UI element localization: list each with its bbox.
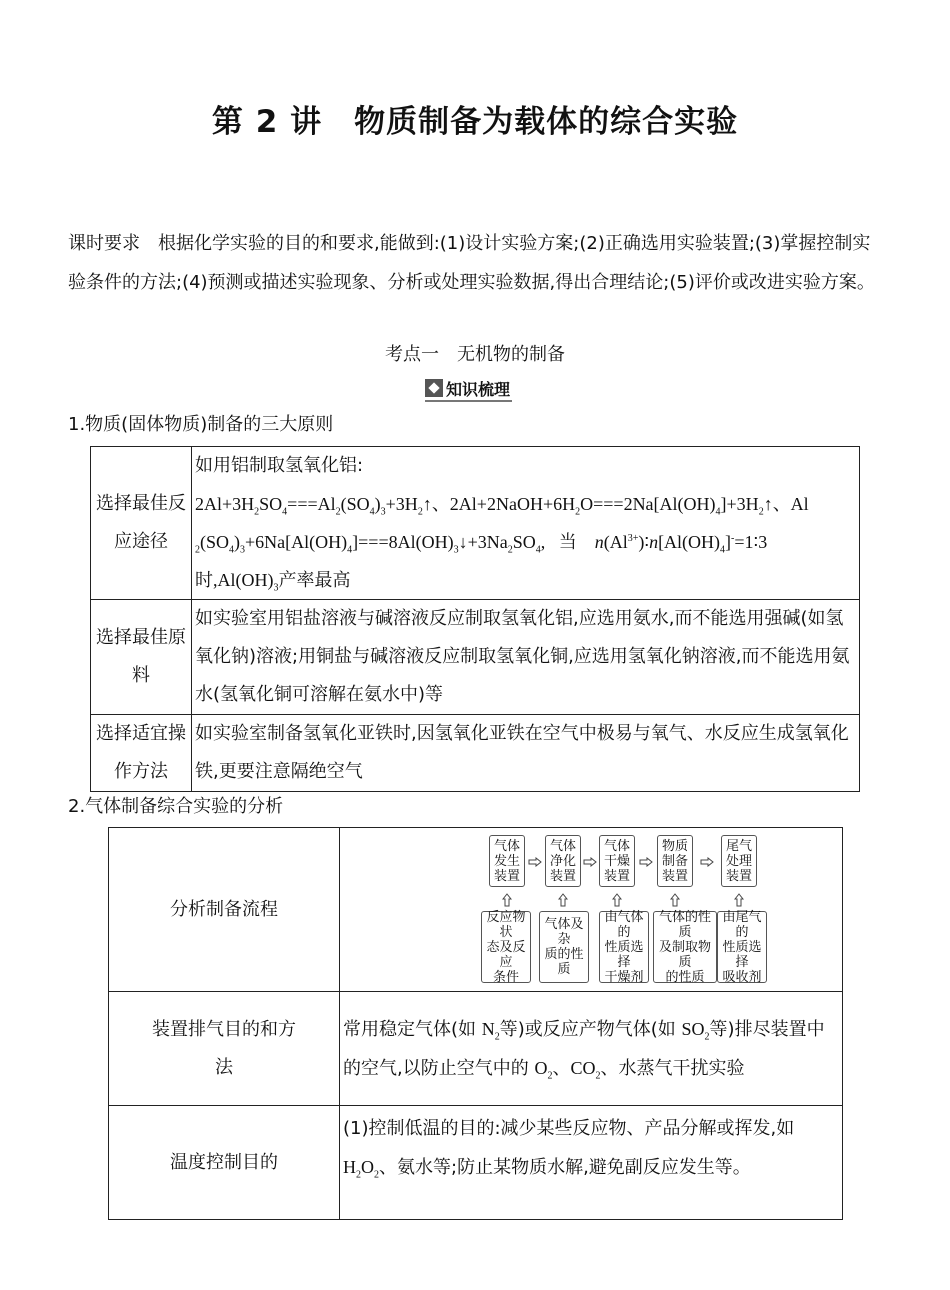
arrow-right-icon bbox=[700, 857, 714, 867]
principles-table bbox=[90, 446, 860, 792]
row-head: 温度控制目的 bbox=[109, 1106, 340, 1220]
gas-prep-table bbox=[108, 827, 843, 1220]
row-line: 如用铝制取氢氧化铝: bbox=[195, 455, 364, 476]
row-line: 时$,Al(OH)_3$产率最高 bbox=[195, 570, 351, 594]
flow-step-box: 气体 干燥 装置 bbox=[599, 835, 635, 887]
heading-gas-prep: 2.气体制备综合实验的分析 bbox=[68, 796, 284, 817]
requirement-text: 根据化学实验的目的和要求,能做到:(1)设计实验方案;(2)正确选用实验装置;(3)掌握控制实验条件的方法;(4)预测或描述实验现象、分析或处理实验数据,得出合理结论;(5)评价或改进实验方案。 bbox=[68, 233, 875, 293]
equation-line: $2Al+3H_2SO_4===Al_2(SO_4)_3+3H_2↑$、$2Al+2NaOH+6H_2O===2Na[Al(OH)_4]+3H_2↑$、Al $_2(SO_4)_3+6Na[Al(OH)_4]===8Al(OH)_3↓+3Na_2SO_4$, 当 $n(Al^{3+})∶n[Al(OH)_4]^-=1∶3$ bbox=[195, 494, 809, 556]
table-row bbox=[91, 600, 860, 715]
row-head: 装置排气目的和方法 bbox=[109, 992, 340, 1106]
table-row bbox=[109, 1106, 843, 1220]
row-body bbox=[340, 828, 843, 992]
flow-note-box: 由气体的 性质选择 干燥剂 bbox=[599, 911, 649, 983]
flow-step-box: 气体 发生 装置 bbox=[489, 835, 525, 887]
row-body: (1)控制低温的目的:减少某些反应物、产品分解或挥发,如 $H_2O_2$、氨水等;防止某物质水解,避免副反应发生等。 bbox=[340, 1106, 843, 1220]
table-row bbox=[109, 828, 843, 992]
heading-principles: 1.物质(固体物质)制备的三大原则 bbox=[68, 414, 334, 435]
diamond-icon bbox=[425, 379, 443, 397]
arrow-up-icon bbox=[612, 893, 622, 907]
flow-note-box: 气体的性质 及制取物质 的性质 bbox=[653, 911, 717, 983]
flow-step-box: 气体 净化 装置 bbox=[545, 835, 581, 887]
page-title: 第 2 讲 物质制备为载体的综合实验 bbox=[211, 104, 739, 140]
flow-step-box: 物质 制备 装置 bbox=[657, 835, 693, 887]
flow-note-box: 反应物状 态及反应 条件 bbox=[481, 911, 531, 983]
flow-note-box: 气体及杂 质的性质 bbox=[539, 911, 589, 983]
table-row bbox=[91, 447, 860, 600]
arrow-up-icon bbox=[734, 893, 744, 907]
row-head: 选择最佳原料 bbox=[91, 600, 192, 715]
row-body: 常用稳定气体(如 $N_2$等)或反应产物气体(如 $SO_2$等)排尽装置中的空气,以防止空气中的 $O_2$、$CO_2$、水蒸气干扰实验 bbox=[340, 992, 843, 1106]
requirement-label: 课时要求 bbox=[68, 233, 140, 254]
table-row bbox=[91, 715, 860, 792]
arrow-up-icon bbox=[502, 893, 512, 907]
arrow-right-icon bbox=[528, 857, 542, 867]
badge-label: 知识梳理 bbox=[446, 379, 511, 399]
row-head: 选择适宜操作方法 bbox=[91, 715, 192, 792]
section-title: 考点一 无机物的制备 bbox=[385, 344, 565, 365]
flow-diagram bbox=[486, 835, 789, 985]
arrow-right-icon bbox=[583, 857, 597, 867]
knowledge-badge bbox=[425, 376, 512, 402]
arrow-up-icon bbox=[670, 893, 680, 907]
flow-note-box: 由尾气的 性质选择 吸收剂 bbox=[717, 911, 767, 983]
row-head: 分析制备流程 bbox=[109, 828, 340, 992]
flow-step-box: 尾气 处理 装置 bbox=[721, 835, 757, 887]
arrow-up-icon bbox=[558, 893, 568, 907]
table-row bbox=[109, 992, 843, 1106]
arrow-right-icon bbox=[639, 857, 653, 867]
row-head: 选择最佳反应途径 bbox=[91, 447, 192, 600]
course-requirement bbox=[68, 224, 888, 302]
row-body bbox=[192, 447, 860, 600]
row-body: 如实验室用铝盐溶液与碱溶液反应制取氢氧化铝,应选用氨水,而不能选用强碱(如氢氧化钠)溶液;用铜盐与碱溶液反应制取氢氧化铜,应选用氢氧化钠溶液,而不能选用氨水(氢氧化铜可溶解在氨水中)等 bbox=[192, 600, 860, 715]
row-body: 如实验室制备氢氧化亚铁时,因氢氧化亚铁在空气中极易与氧气、水反应生成氢氧化铁,更要注意隔绝空气 bbox=[192, 715, 860, 792]
